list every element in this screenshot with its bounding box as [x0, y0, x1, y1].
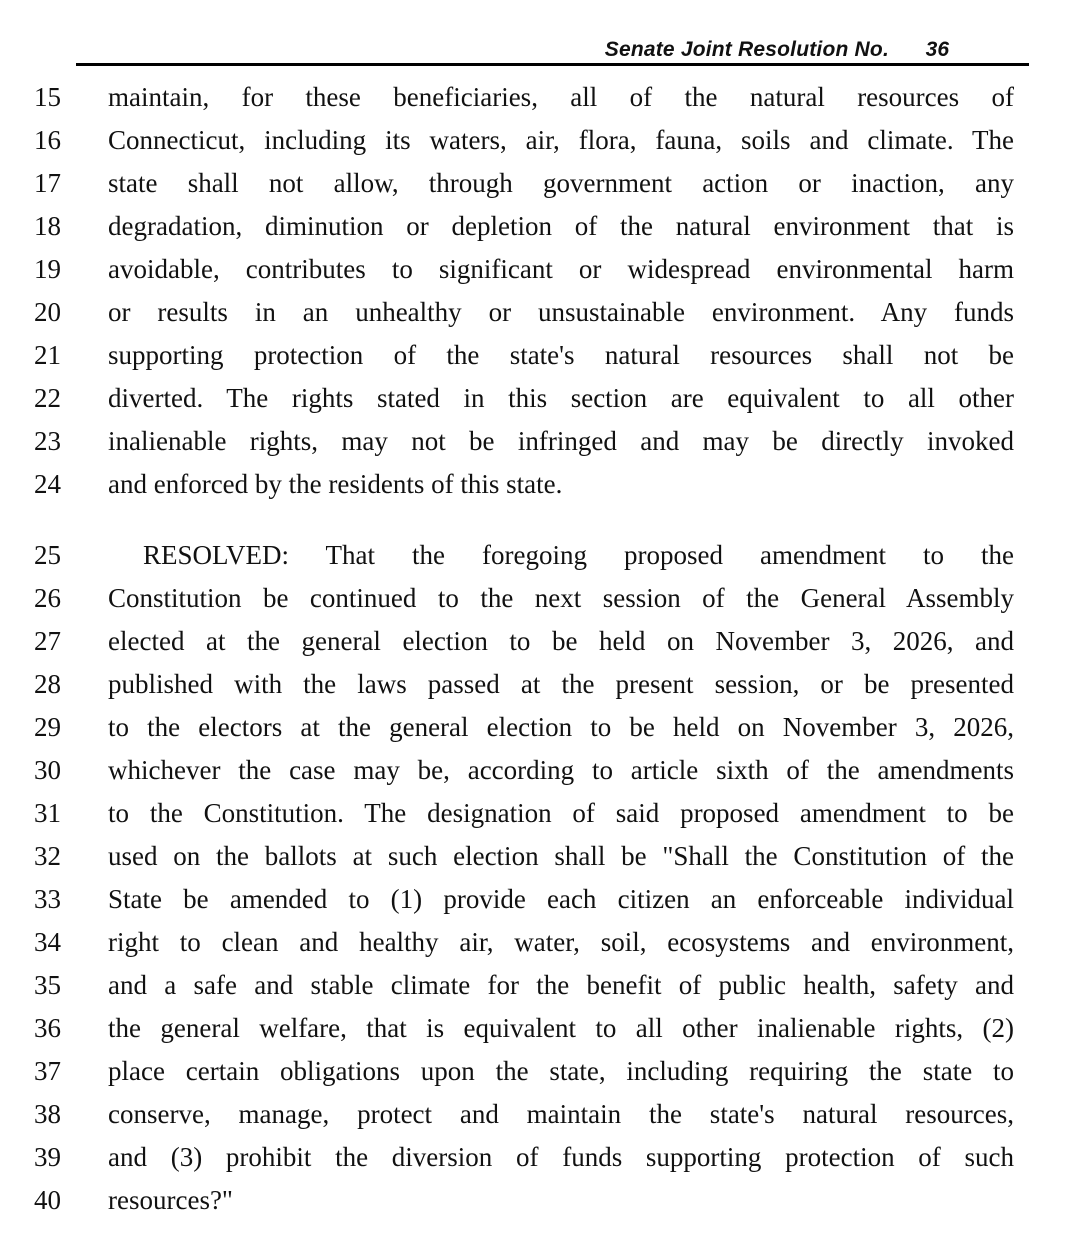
line-text: elected at the general election to be held on November 3, 2026, and: [108, 626, 1014, 656]
line-text: and enforced by the residents of this state.: [108, 469, 563, 499]
line-text: RESOLVED: That the foregoing proposed amendment to the: [143, 540, 1014, 570]
line-text: to the electors at the general election to be held on November 3, 2026,: [108, 712, 1014, 742]
line-text: to the Constitution. The designation of said proposed amendment to be: [108, 798, 1014, 828]
document-line: [0, 334, 1090, 377]
line-number: 37: [34, 1056, 61, 1086]
line-text: maintain, for these beneficiaries, all of the natural resources of: [108, 82, 1014, 112]
line-number: 38: [34, 1099, 61, 1129]
document-line: [0, 534, 1090, 577]
line-text: supporting protection of the state's natural resources shall not be: [108, 340, 1014, 370]
document-line: [0, 620, 1090, 663]
document-line: [0, 749, 1090, 792]
line-number: 29: [34, 712, 61, 742]
line-number: 19: [34, 254, 61, 284]
line-number: 25: [34, 540, 61, 570]
line-number: 36: [34, 1013, 61, 1043]
line-text: Constitution be continued to the next session of the General Assembly: [108, 583, 1014, 613]
line-text: the general welfare, that is equivalent to all other inalienable rights, (2): [108, 1013, 1014, 1043]
document-line: [0, 921, 1090, 964]
document-line: [0, 119, 1090, 162]
line-number: 39: [34, 1142, 61, 1172]
line-text: right to clean and healthy air, water, soil, ecosystems and environment,: [108, 927, 1014, 957]
line-number: 34: [34, 927, 61, 957]
page-header: [76, 36, 1029, 66]
document-line: [0, 162, 1090, 205]
line-text: place certain obligations upon the state, including requiring the state to: [108, 1056, 1014, 1086]
line-number: 23: [34, 426, 61, 456]
document-line: [0, 577, 1090, 620]
document-line: [0, 248, 1090, 291]
document-line: [0, 964, 1090, 1007]
line-text: diverted. The rights stated in this section are equivalent to all other: [108, 383, 1014, 413]
resolution-title: Senate Joint Resolution No.: [604, 38, 889, 61]
line-text: and (3) prohibit the diversion of funds supporting protection of such: [108, 1142, 1014, 1172]
document-line: [0, 706, 1090, 749]
line-number: 35: [34, 970, 61, 1000]
resolution-number: 36: [925, 38, 949, 61]
document-line: [0, 878, 1090, 921]
line-number: 17: [34, 168, 61, 198]
line-number: 28: [34, 669, 61, 699]
document-line: [0, 1093, 1090, 1136]
document-line: [0, 463, 1090, 506]
line-text: avoidable, contributes to significant or widespread environmental harm: [108, 254, 1014, 284]
document-line: [0, 291, 1090, 334]
line-number: 30: [34, 755, 61, 785]
document-line: [0, 420, 1090, 463]
line-text: whichever the case may be, according to article sixth of the amendments: [108, 755, 1014, 785]
line-text: or results in an unhealthy or unsustainable environment. Any funds: [108, 297, 1014, 327]
line-number: 24: [34, 469, 61, 499]
document-line: [0, 1179, 1090, 1222]
document-line: [0, 377, 1090, 420]
line-text: Connecticut, including its waters, air, flora, fauna, soils and climate. The: [108, 125, 1014, 155]
line-number: 33: [34, 884, 61, 914]
line-number: 15: [34, 82, 61, 112]
line-number: 26: [34, 583, 61, 613]
line-number: 21: [34, 340, 61, 370]
line-number: 22: [34, 383, 61, 413]
line-text: degradation, diminution or depletion of the natural environment that is: [108, 211, 1014, 241]
line-text: inalienable rights, may not be infringed and may be directly invoked: [108, 426, 1014, 456]
line-text: and a safe and stable climate for the benefit of public health, safety and: [108, 970, 1014, 1000]
document-line: [0, 76, 1090, 119]
line-text: state shall not allow, through government action or inaction, any: [108, 168, 1014, 198]
line-text: conserve, manage, protect and maintain the state's natural resources,: [108, 1099, 1014, 1129]
line-number: 16: [34, 125, 61, 155]
document-line: [0, 1050, 1090, 1093]
line-number: 27: [34, 626, 61, 656]
line-number: 40: [34, 1185, 61, 1215]
line-number: 20: [34, 297, 61, 327]
line-number: 31: [34, 798, 61, 828]
document-line: [0, 663, 1090, 706]
line-text: State be amended to (1) provide each citizen an enforceable individual: [108, 884, 1014, 914]
document-line: [0, 1136, 1090, 1179]
document-line: [0, 1007, 1090, 1050]
document-line: [0, 205, 1090, 248]
line-text: resources?": [108, 1185, 233, 1215]
line-text: used on the ballots at such election shall be "Shall the Constitution of the: [108, 841, 1014, 871]
line-number: 32: [34, 841, 61, 871]
line-text: published with the laws passed at the present session, or be presented: [108, 669, 1014, 699]
document-line: [0, 792, 1090, 835]
line-number: 18: [34, 211, 61, 241]
document-line: [0, 835, 1090, 878]
